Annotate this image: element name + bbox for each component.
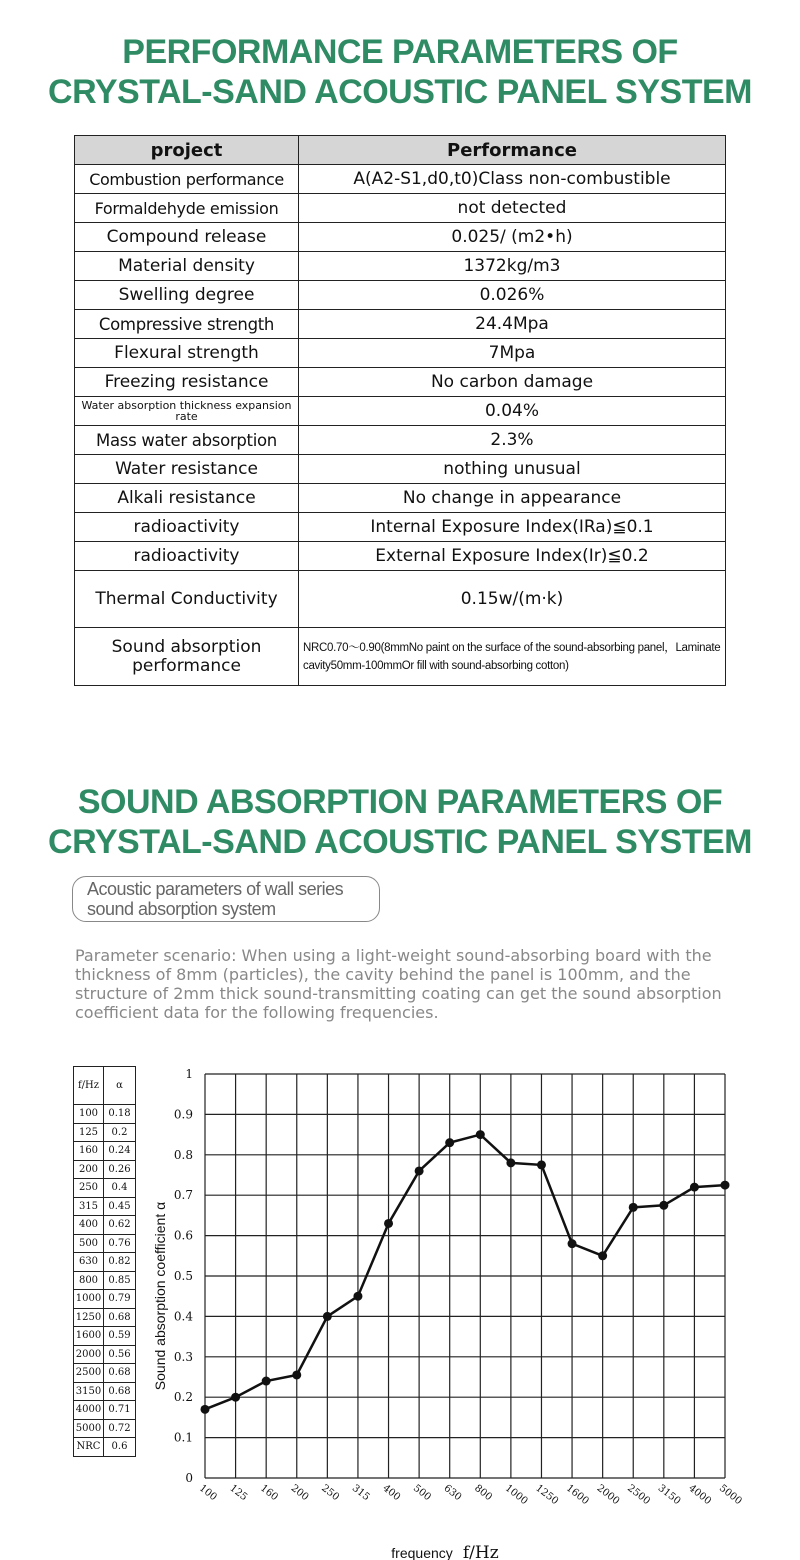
data-point	[568, 1239, 577, 1248]
y-tick-label: 0.9	[173, 1107, 193, 1122]
project-cell: Sound absorption performance	[75, 628, 299, 686]
pill-line1: Acoustic parameters of wall series	[87, 879, 344, 899]
alpha-cell: 0.71	[104, 1401, 136, 1420]
performance-table	[74, 135, 726, 686]
alpha-cell: 0.18	[104, 1105, 136, 1124]
column-header-frequency: f/Hz	[74, 1067, 104, 1105]
frequency-cell: 160	[74, 1142, 104, 1161]
data-point	[353, 1292, 362, 1301]
performance-cell: not detected	[299, 194, 726, 223]
project-cell: Water resistance	[75, 455, 299, 484]
frequency-row	[74, 1123, 136, 1142]
frequency-row	[74, 1197, 136, 1216]
y-tick-label: 0.8	[173, 1147, 193, 1162]
frequency-row	[74, 1142, 136, 1161]
data-point	[231, 1393, 240, 1402]
data-point	[537, 1160, 546, 1169]
y-tick-label: 0.3	[173, 1349, 193, 1364]
project-cell: Material density	[75, 252, 299, 281]
performance-title-line2: CRYSTAL-SAND ACOUSTIC PANEL SYSTEM	[48, 73, 752, 111]
x-tick-label: 125	[227, 1482, 250, 1504]
frequency-row	[74, 1271, 136, 1290]
parameter-scenario-text: Parameter scenario: When using a light-weight sound-absorbing board with the thickness of 8mm (particles), the cavity behind the panel is 100mm, and the structure of 2mm thick sound-transmitting coating can get the sound absorption coefficient data for the following frequencies.	[75, 946, 722, 1022]
project-cell: Alkali resistance	[75, 484, 299, 513]
x-tick-label: 100	[196, 1482, 219, 1504]
data-point	[659, 1201, 668, 1210]
frequency-cell: 315	[74, 1197, 104, 1216]
x-tick-label: 1600	[563, 1482, 591, 1508]
y-tick-label: 0.5	[173, 1269, 193, 1283]
y-tick-label: 0.4	[173, 1309, 193, 1324]
x-tick-label: 2500	[625, 1482, 652, 1508]
frequency-cell: 125	[74, 1123, 104, 1142]
alpha-cell: 0.59	[104, 1327, 136, 1346]
alpha-cell: 0.62	[104, 1216, 136, 1235]
x-tick-label: 500	[410, 1482, 433, 1504]
project-cell: Thermal Conductivity	[75, 571, 299, 628]
performance-cell: 0.15w/(m·k)	[299, 571, 726, 628]
frequency-cell: 2000	[74, 1345, 104, 1364]
data-point	[445, 1138, 454, 1147]
x-tick-label: 400	[380, 1482, 403, 1504]
performance-title	[0, 32, 800, 112]
alpha-cell: 0.79	[104, 1290, 136, 1309]
x-tick-label: 5000	[716, 1482, 744, 1508]
performance-cell: 2.3%	[299, 426, 726, 455]
alpha-cell: 0.68	[104, 1382, 136, 1401]
frequency-coefficient-table	[73, 1066, 136, 1457]
alpha-cell: 0.24	[104, 1142, 136, 1161]
alpha-cell: 0.2	[104, 1123, 136, 1142]
x-axis-title	[391, 1543, 498, 1560]
data-point	[690, 1183, 699, 1192]
performance-cell: Internal Exposure Index(IRa)≦0.1	[299, 513, 726, 542]
alpha-cell: 0.68	[104, 1364, 136, 1383]
x-tick-label: 630	[441, 1482, 464, 1504]
y-tick-labels	[174, 1067, 193, 1485]
project-cell: Compound release	[75, 223, 299, 252]
frequency-row	[74, 1382, 136, 1401]
frequency-row	[74, 1345, 136, 1364]
performance-title-line1: PERFORMANCE PARAMETERS OF	[122, 33, 678, 71]
performance-cell: 0.026%	[299, 281, 726, 310]
frequency-row	[74, 1179, 136, 1198]
x-axis-title-text: frequency	[391, 1545, 453, 1560]
frequency-row	[74, 1105, 136, 1124]
x-axis-title-unit: f/Hz	[462, 1543, 499, 1560]
x-tick-label: 160	[258, 1482, 280, 1504]
frequency-cell: 3150	[74, 1382, 104, 1401]
performance-cell: No change in appearance	[299, 484, 726, 513]
performance-cell: 0.025/ (m2•h)	[299, 223, 726, 252]
frequency-cell: 1600	[74, 1327, 104, 1346]
performance-cell: 24.4Mpa	[299, 310, 726, 339]
frequency-cell: 5000	[74, 1419, 104, 1438]
data-point	[506, 1158, 515, 1167]
sound-absorption-title	[0, 782, 800, 862]
frequency-row	[74, 1438, 136, 1457]
data-point	[262, 1377, 271, 1386]
performance-cell: 0.04%	[299, 397, 726, 426]
project-cell: Compressive strength	[75, 310, 299, 339]
frequency-row	[74, 1401, 136, 1420]
data-points	[201, 1130, 730, 1414]
frequency-cell: 250	[74, 1179, 104, 1198]
data-point	[415, 1166, 424, 1175]
alpha-cell: 0.68	[104, 1308, 136, 1327]
sound-absorption-chart	[150, 1060, 744, 1560]
frequency-cell: 400	[74, 1216, 104, 1235]
frequency-row	[74, 1419, 136, 1438]
frequency-row	[74, 1160, 136, 1179]
frequency-row	[74, 1234, 136, 1253]
data-point	[629, 1203, 638, 1212]
alpha-cell: 0.56	[104, 1345, 136, 1364]
performance-cell: 7Mpa	[299, 339, 726, 368]
column-header-project: project	[75, 136, 299, 165]
x-tick-label: 1250	[533, 1482, 561, 1508]
x-tick-label: 800	[472, 1482, 494, 1504]
frequency-cell: 1250	[74, 1308, 104, 1327]
y-tick-label: 0.2	[173, 1390, 193, 1405]
alpha-cell: 0.45	[104, 1197, 136, 1216]
frequency-cell: 4000	[74, 1401, 104, 1420]
sound-absorption-title-line1: SOUND ABSORPTION PARAMETERS OF	[77, 783, 723, 821]
series-line	[205, 1135, 725, 1410]
data-point	[384, 1219, 393, 1228]
frequency-cell: 2500	[74, 1364, 104, 1383]
project-cell: Combustion performance	[75, 165, 299, 194]
performance-cell: NRC0.70～0.90(8mmNo paint on the surface of the sound-absorbing panel，Laminate cavity50mm-100mmOr fill with sound-absorbing cotton)	[299, 628, 726, 686]
column-header-performance: Performance	[299, 136, 726, 165]
frequency-row	[74, 1327, 136, 1346]
alpha-cell: 0.82	[104, 1253, 136, 1272]
x-tick-label: 4000	[686, 1482, 714, 1508]
frequency-cell: 800	[74, 1271, 104, 1290]
frequency-cell: 100	[74, 1105, 104, 1124]
x-tick-label: 200	[288, 1482, 311, 1504]
data-point	[201, 1405, 210, 1414]
project-cell: radioactivity	[75, 513, 299, 542]
frequency-cell: NRC	[74, 1438, 104, 1457]
x-tick-label: 1000	[502, 1482, 530, 1508]
x-tick-label: 250	[319, 1482, 342, 1504]
y-tick-label: 0	[185, 1471, 193, 1485]
project-cell: Freezing resistance	[75, 368, 299, 397]
performance-cell: No carbon damage	[299, 368, 726, 397]
y-tick-label: 0.1	[173, 1430, 193, 1445]
y-axis-title: Sound absorption coefficient α	[152, 1201, 168, 1391]
project-cell: Swelling degree	[75, 281, 299, 310]
sound-absorption-title-line2: CRYSTAL-SAND ACOUSTIC PANEL SYSTEM	[48, 823, 752, 861]
y-tick-label: 1	[185, 1067, 193, 1081]
x-tick-label: 3150	[655, 1482, 683, 1508]
frequency-cell: 200	[74, 1160, 104, 1179]
frequency-row	[74, 1253, 136, 1272]
frequency-row	[74, 1290, 136, 1309]
chart-grid	[205, 1074, 725, 1478]
pill-line2: sound absorption system	[87, 899, 276, 919]
y-tick-label: 0.6	[173, 1228, 193, 1243]
data-point	[323, 1312, 332, 1321]
alpha-cell: 0.76	[104, 1234, 136, 1253]
project-cell: radioactivity	[75, 542, 299, 571]
frequency-row	[74, 1216, 136, 1235]
data-point	[598, 1251, 607, 1260]
alpha-cell: 0.72	[104, 1419, 136, 1438]
performance-cell: External Exposure Index(Ir)≦0.2	[299, 542, 726, 571]
data-point	[476, 1130, 485, 1139]
x-tick-label: 2000	[594, 1482, 622, 1508]
y-tick-label: 0.7	[173, 1188, 193, 1203]
acoustic-parameters-label	[72, 876, 380, 922]
frequency-row	[74, 1308, 136, 1327]
project-cell: Water absorption thickness expansion rate	[75, 397, 299, 426]
performance-cell: nothing unusual	[299, 455, 726, 484]
x-tick-label: 315	[349, 1482, 372, 1504]
x-tick-labels	[197, 1483, 744, 1507]
frequency-cell: 630	[74, 1253, 104, 1272]
frequency-cell: 500	[74, 1234, 104, 1253]
frequency-cell: 1000	[74, 1290, 104, 1309]
project-cell: Mass water absorption	[75, 426, 299, 455]
column-header-alpha: α	[104, 1067, 136, 1105]
alpha-cell: 0.85	[104, 1271, 136, 1290]
frequency-row	[74, 1364, 136, 1383]
performance-cell: A(A2-S1,d0,t0)Class non-combustible	[299, 165, 726, 194]
performance-cell: 1372kg/m3	[299, 252, 726, 281]
project-cell: Formaldehyde emission	[75, 194, 299, 223]
data-point	[292, 1370, 301, 1379]
alpha-cell: 0.6	[104, 1438, 136, 1457]
data-point	[721, 1181, 730, 1190]
project-cell: Flexural strength	[75, 339, 299, 368]
alpha-cell: 0.26	[104, 1160, 136, 1179]
alpha-cell: 0.4	[104, 1179, 136, 1198]
